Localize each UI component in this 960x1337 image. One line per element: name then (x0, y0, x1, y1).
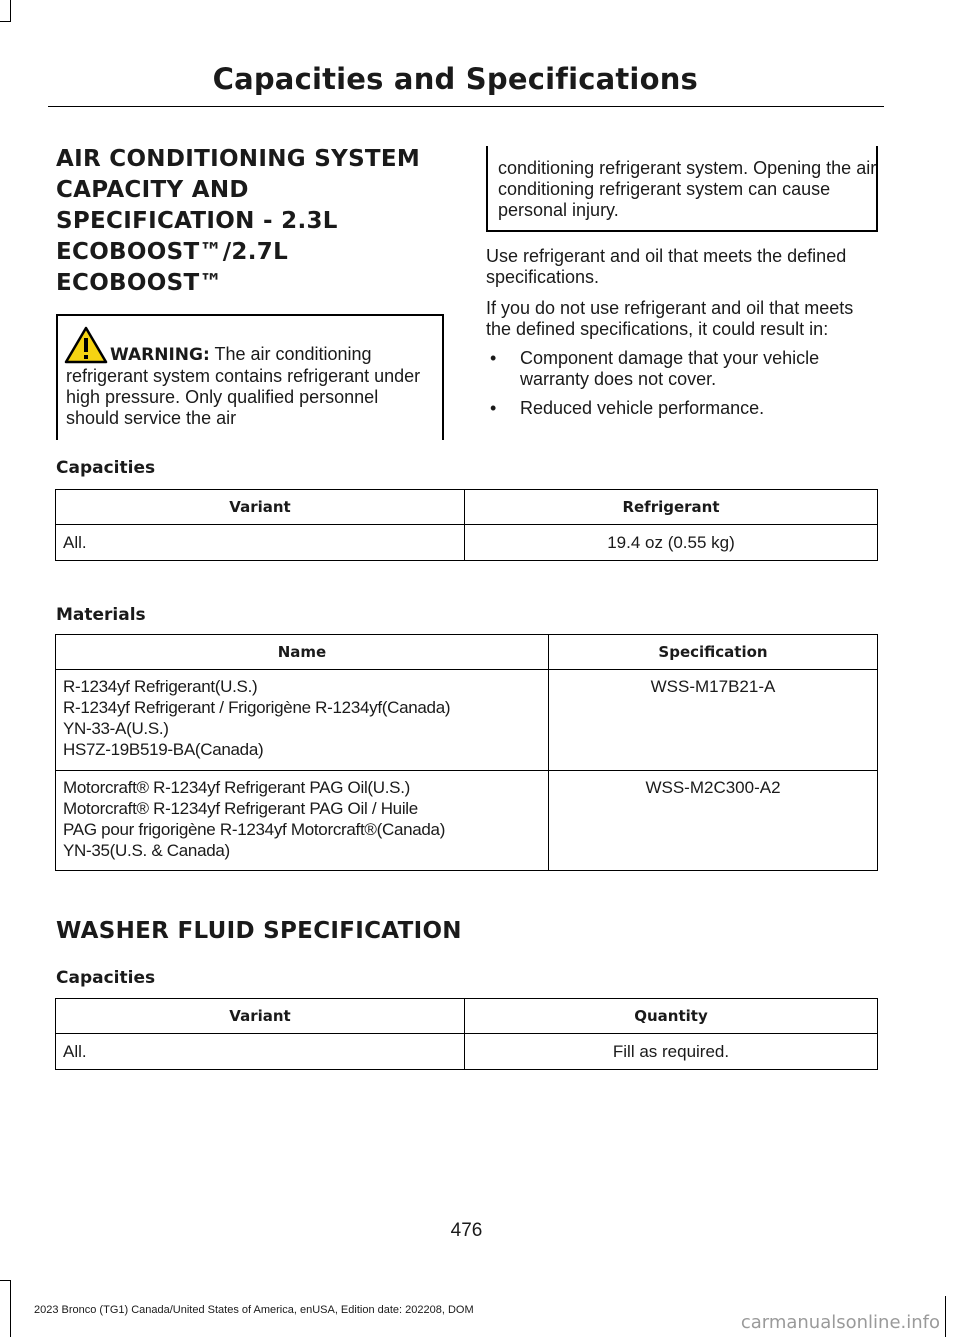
crop-mark (10, 0, 11, 22)
page-header-title: Capacities and Specifications (212, 62, 698, 96)
table-cell: WSS-M2C300-A2 (549, 771, 878, 871)
table-cell (56, 670, 549, 771)
section-label: Capacities (56, 968, 156, 988)
name-line: HS7Z-19B519-BA(Canada) (63, 740, 264, 759)
name-line: Motorcraft® R-1234yf Refrigerant PAG Oil / Huile (63, 799, 418, 818)
table-cell: 19.4 oz (0.55 kg) (465, 525, 878, 561)
washer-heading: WASHER FLUID SPECIFICATION (56, 918, 462, 944)
warning-text-part2: conditioning refrigerant system. Opening the air conditioning refrigerant system can cause personal injury. (498, 158, 877, 220)
table-row (56, 525, 878, 561)
watermark: carmanualsonline.info (740, 1312, 940, 1333)
crop-mark (10, 1280, 11, 1337)
bullet-dot: • (490, 398, 497, 418)
warning-text-part1: The air conditioning refrigerant system contains refrigerant under high pressure. Only qualified personnel should service the air (66, 344, 421, 428)
list-item (486, 348, 880, 390)
name-line: R-1234yf Refrigerant(U.S.) (63, 677, 258, 696)
table-row (56, 670, 878, 771)
ac-heading (56, 144, 446, 299)
header-rule (48, 106, 884, 107)
warning-box-continued (486, 146, 878, 232)
bullet-dot: • (490, 348, 497, 368)
column-header: Quantity (465, 999, 878, 1034)
table-header-row (56, 635, 878, 670)
warning-label: WARNING: (110, 345, 210, 365)
name-line: YN-35(U.S. & Canada) (63, 841, 230, 860)
section-label: Materials (56, 605, 146, 625)
ac-body (486, 246, 880, 419)
paragraph: If you do not use refrigerant and oil that meets the defined specifications, it could result in: (486, 298, 854, 339)
table-header-row (56, 999, 878, 1034)
warning-text (66, 344, 436, 429)
name-line: Motorcraft® R-1234yf Refrigerant PAG Oil(U.S.) (63, 778, 411, 797)
table-cell (56, 771, 549, 871)
name-line: PAG pour frigorigène R-1234yf Motorcraft®(Canada) (63, 820, 446, 839)
table-row (56, 1034, 878, 1070)
table-cell: Fill as required. (465, 1034, 878, 1070)
column-header: Name (56, 635, 549, 670)
list-item (486, 398, 880, 419)
section-label: Capacities (56, 458, 156, 478)
crop-mark (945, 1296, 946, 1337)
ac-heading-line: CAPACITY AND (56, 177, 249, 203)
name-line: R-1234yf Refrigerant / Frigorigène R-1234yf(Canada) (63, 698, 451, 717)
crop-mark (0, 1280, 11, 1281)
column-header: Specification (549, 635, 878, 670)
column-header: Variant (56, 999, 465, 1034)
column-header: Refrigerant (465, 490, 878, 525)
list-item-text: Component damage that your vehicle warranty does not cover. (520, 348, 820, 389)
table-header-row (56, 490, 878, 525)
warning-box (56, 314, 444, 440)
washer-capacity-table (55, 998, 878, 1070)
paragraph: Use refrigerant and oil that meets the defined specifications. (486, 246, 847, 287)
refrigerant-capacity-table (55, 489, 878, 561)
ac-heading-line: SPECIFICATION - 2.3L (56, 208, 338, 234)
ac-heading-line: ECOBOOST™/2.7L (56, 239, 289, 265)
edition-footer: 2023 Bronco (TG1) Canada/United States of America, enUSA, Edition date: 202208, DOM (34, 1304, 474, 1316)
column-header: Variant (56, 490, 465, 525)
table-cell: WSS-M17B21-A (549, 670, 878, 771)
materials-table (55, 634, 878, 871)
table-row (56, 771, 878, 871)
table-cell: All. (56, 1034, 465, 1070)
ac-heading-line: ECOBOOST™ (56, 270, 223, 296)
name-line: YN-33-A(U.S.) (63, 719, 169, 738)
page-number: 476 (450, 1220, 483, 1241)
table-cell: All. (56, 525, 465, 561)
list-item-text: Reduced vehicle performance. (520, 398, 765, 418)
crop-mark (0, 21, 11, 22)
ac-heading-line: AIR CONDITIONING SYSTEM (56, 146, 421, 172)
